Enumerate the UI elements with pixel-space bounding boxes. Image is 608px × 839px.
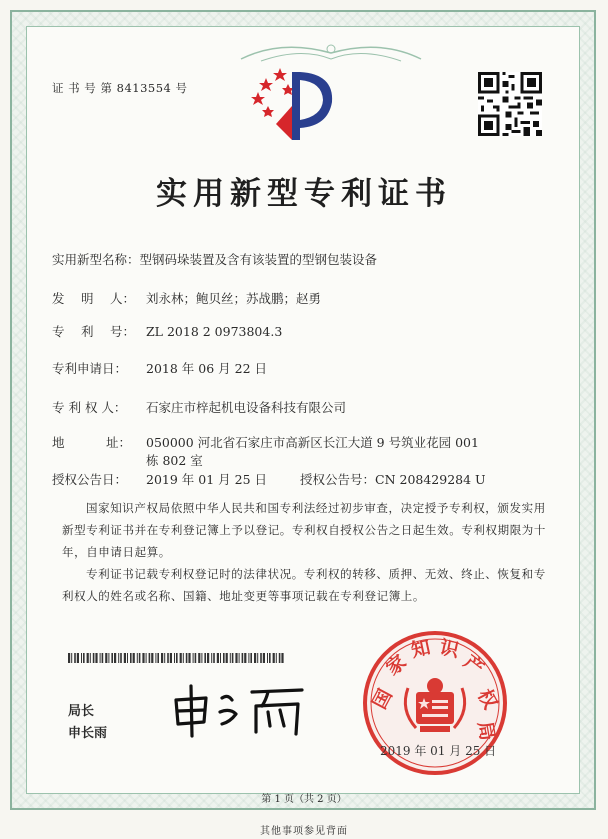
utility-model-name-value: 型钢码垛装置及含有该装置的型钢包装设备 bbox=[139, 252, 378, 267]
patent-holder-row bbox=[52, 398, 346, 416]
svg-text:产: 产 bbox=[459, 650, 488, 680]
svg-text:权: 权 bbox=[473, 685, 502, 713]
grant-number-label: 授权公告号： bbox=[300, 472, 376, 487]
filing-date-value: 2018 年 06 月 22 日 bbox=[146, 361, 267, 376]
page-indicator: 第 1 页（共 2 页） bbox=[261, 794, 347, 805]
legal-paragraph-2: 专利证书记载专利权登记时的法律状况。专利权的转移、质押、无效、终止、恢复和专利权人的姓名或名称、国籍、地址变更等事项记载在专利登记簿上。 bbox=[62, 567, 546, 603]
barcode bbox=[68, 653, 284, 663]
patent-holder-label: 专 利 权 人： bbox=[52, 400, 127, 415]
utility-model-name-label: 实用新型名称： bbox=[52, 252, 140, 267]
svg-text:局: 局 bbox=[473, 719, 499, 743]
grant-date-value: 2019 年 01 月 25 日 bbox=[146, 472, 267, 487]
svg-text:识: 识 bbox=[437, 636, 461, 662]
patent-number-label: 专 利 号： bbox=[52, 324, 135, 339]
svg-text:家: 家 bbox=[382, 650, 411, 680]
back-note: 其他事项参见背面 bbox=[260, 826, 348, 837]
grant-date-row bbox=[52, 470, 267, 488]
patent-holder-value: 石家庄市梓起机电设备科技有限公司 bbox=[146, 400, 347, 415]
seal-date: 2019 年 01 月 25 日 bbox=[380, 744, 497, 758]
grant-number-row bbox=[300, 470, 486, 488]
cnipa-logo bbox=[246, 62, 336, 144]
patent-number-value: ZL 2018 2 0973804.3 bbox=[146, 324, 283, 339]
legal-paragraph-1: 国家知识产权局依照中华人民共和国专利法经过初步审查，决定授予专利权，颁发实用新型专利证书并在专利登记簿上予以登记。专利权自授权公告之日起生效。专利权期限为十年，自申请日起算。 bbox=[62, 501, 546, 559]
grant-date-label: 授权公告日： bbox=[52, 472, 128, 487]
address-value-line1: 050000 河北省石家庄市高新区长江大道 9 号筑业花园 001 bbox=[146, 435, 479, 450]
address-label: 地 址： bbox=[52, 435, 131, 450]
address-row bbox=[52, 433, 479, 451]
certificate-title: 实用新型专利证书 bbox=[156, 176, 452, 212]
filing-date-row bbox=[52, 359, 267, 377]
director-name: 申长雨 bbox=[68, 726, 108, 741]
filing-date-label: 专利申请日： bbox=[52, 361, 128, 376]
handwritten-signature bbox=[170, 678, 310, 740]
qr-code bbox=[478, 72, 542, 136]
inventor-label: 发 明 人： bbox=[52, 291, 135, 306]
certificate-number: 证 书 号 第 8413554 号 bbox=[52, 81, 188, 95]
address-value-line2: 栋 802 室 bbox=[146, 453, 203, 468]
grant-number-value: CN 208429284 U bbox=[375, 472, 486, 487]
svg-text:知: 知 bbox=[409, 636, 433, 662]
utility-model-name-row bbox=[52, 250, 377, 268]
inventor-value: 刘永林；鲍贝丝；苏战鹏；赵勇 bbox=[146, 291, 322, 306]
director-title: 局长 bbox=[68, 704, 95, 719]
patent-number-row bbox=[52, 322, 282, 340]
inventor-row bbox=[52, 289, 321, 307]
svg-text:国: 国 bbox=[368, 685, 397, 713]
